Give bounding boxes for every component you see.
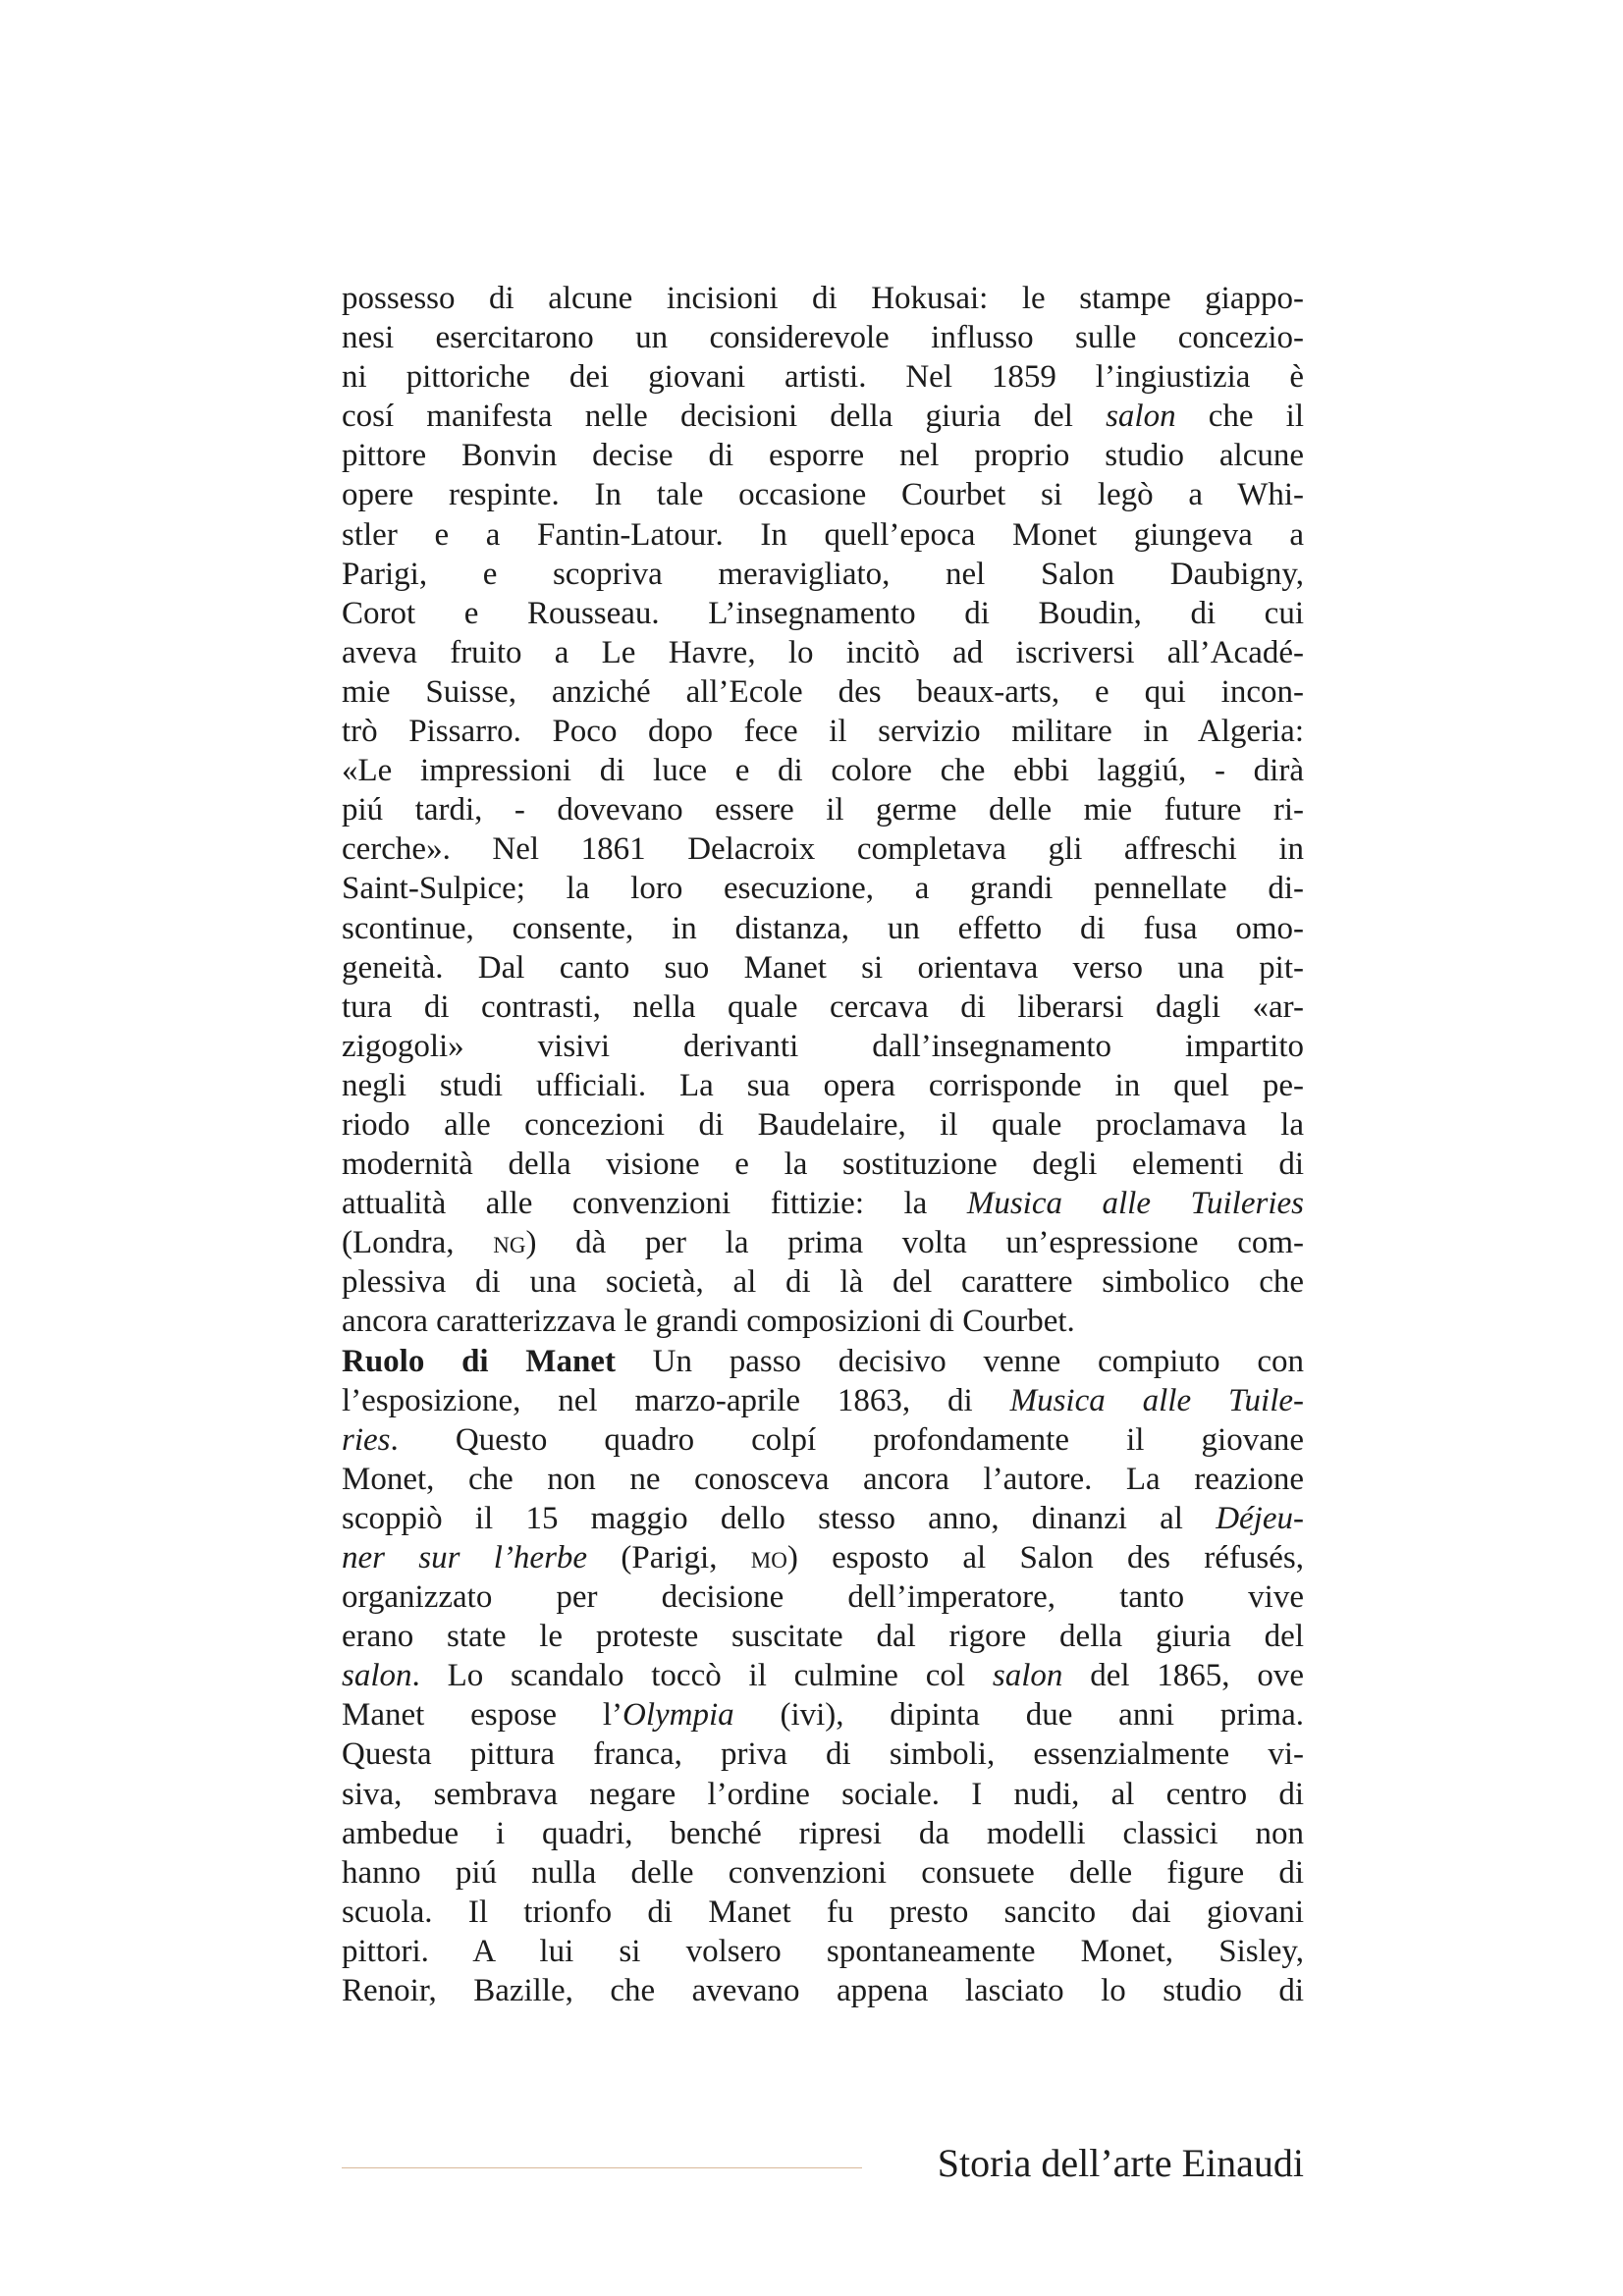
text-line — [342, 1656, 1304, 1695]
footer-title: Storia dell’arte Einaudi — [937, 2141, 1304, 2185]
section-heading: Ruolo di Manet — [342, 1343, 616, 1379]
text-line — [342, 751, 1304, 790]
text-span: trò Pissarro. Poco dopo fece il servizio militare in Algeria: — [342, 714, 1304, 750]
text-line — [342, 869, 1304, 908]
italic-text: salon — [992, 1658, 1063, 1694]
text-line — [342, 1853, 1304, 1893]
italic-text: Musica alle Tuile- — [1009, 1382, 1304, 1418]
text-span: (Parigi, — [587, 1540, 751, 1575]
italic-text: salon — [342, 1658, 412, 1694]
text-span: modernità della visione e la sostituzione degli elementi di — [342, 1147, 1304, 1183]
text-line — [342, 1066, 1304, 1105]
text-line — [342, 1302, 1304, 1341]
text-span: erano state le proteste suscitate dal rigore della giuria del — [342, 1619, 1304, 1655]
text-line — [342, 1735, 1304, 1774]
text-span: pittori. A lui si volsero spontaneamente Monet, Sisley, — [342, 1933, 1304, 1969]
italic-text: ner sur l’herbe — [342, 1540, 588, 1575]
text-line — [342, 1499, 1304, 1538]
text-line — [342, 1538, 1304, 1577]
text-line — [342, 1695, 1304, 1735]
text-span: geneità. Dal canto suo Manet si orientava verso una pit- — [342, 949, 1304, 986]
italic-text: salon — [1106, 399, 1176, 435]
text-span: siva, sembrava negare l’ordine sociale. I nudi, al centro di — [342, 1776, 1304, 1812]
text-line — [342, 948, 1304, 988]
text-line — [342, 279, 1304, 318]
text-span: scontinue, consente, in distanza, un effetto di fusa omo- — [342, 910, 1304, 946]
text-span: attualità alle convenzioni fittizie: la — [342, 1186, 967, 1222]
text-span: piú tardi, - dovevano essere il germe delle mie future ri- — [342, 792, 1304, 828]
text-line — [342, 318, 1304, 357]
text-span: del 1865, ove — [1062, 1658, 1304, 1694]
text-line — [342, 1971, 1304, 2010]
footer-rule — [342, 2167, 862, 2168]
text-line — [342, 1342, 1304, 1381]
text-span: zigogoli» visivi derivanti dall’insegnamento impartito — [342, 1028, 1304, 1064]
text-span: ) esposto al Salon des réfusés, — [786, 1540, 1304, 1575]
text-line — [342, 1105, 1304, 1145]
text-span: opere respinte. In tale occasione Courbet si legò a Whi- — [342, 477, 1304, 513]
italic-text: Déjeu- — [1216, 1500, 1304, 1536]
text-line — [342, 790, 1304, 829]
text-span: Monet, che non ne conosceva ancora l’autore. La reazione — [342, 1461, 1304, 1497]
text-span: ancora caratterizzava le grandi composizioni di Courbet. — [342, 1304, 1075, 1340]
text-line — [342, 712, 1304, 751]
text-span: . Questo quadro colpí profondamente il giovane — [390, 1421, 1304, 1458]
text-line — [342, 1027, 1304, 1066]
text-line — [342, 1814, 1304, 1853]
text-line — [342, 1932, 1304, 1971]
text-span: negli studi ufficiali. La sua opera corrisponde in quel pe- — [342, 1067, 1304, 1103]
text-span: organizzato per decisione dell’imperatore, tanto vive — [342, 1579, 1304, 1616]
text-span: riodo alle concezioni di Baudelaire, il quale proclamava la — [342, 1106, 1304, 1143]
text-span: stler e a Fantin-Latour. In quell’epoca Monet giungeva a — [342, 516, 1304, 553]
italic-text: ries — [342, 1421, 391, 1458]
text-line — [342, 594, 1304, 633]
text-span: plessiva di una società, al di là del carattere simbolico che — [342, 1264, 1304, 1301]
text-span: «Le impressioni di luce e di colore che ebbi laggiú, - dirà — [342, 753, 1304, 789]
text-span: che il — [1175, 399, 1304, 435]
text-span: ambedue i quadri, benché ripresi da modelli classici non — [342, 1815, 1304, 1851]
text-line — [342, 1262, 1304, 1302]
text-span: ni pittoriche dei giovani artisti. Nel 1859 l’ingiustizia è — [342, 359, 1304, 396]
text-span: (ivi), dipinta due anni prima. — [733, 1697, 1304, 1734]
text-span: Manet espose l’ — [342, 1697, 623, 1734]
text-span: Questa pittura franca, priva di simboli, essenzialmente vi- — [342, 1736, 1304, 1773]
text-line — [342, 909, 1304, 948]
text-line — [342, 357, 1304, 397]
text-span: Un passo decisivo venne compiuto con — [615, 1343, 1304, 1379]
italic-text: Olympia — [622, 1697, 734, 1734]
text-span: Saint-Sulpice; la loro esecuzione, a grandi pennellate di- — [342, 871, 1304, 907]
text-line — [342, 555, 1304, 594]
text-line — [342, 475, 1304, 514]
text-span: Corot e Rousseau. L’insegnamento di Boudin, di cui — [342, 595, 1304, 631]
text-span: ) dà per la prima volta un’espressione com- — [525, 1225, 1304, 1261]
text-span: l’esposizione, nel marzo-aprile 1863, di — [342, 1382, 1010, 1418]
text-line — [342, 436, 1304, 475]
text-span: tura di contrasti, nella quale cercava di liberarsi dagli «ar- — [342, 988, 1304, 1025]
small-caps-abbrev: ng — [493, 1225, 526, 1261]
text-line — [342, 1893, 1304, 1932]
italic-text: Musica alle Tuileries — [966, 1186, 1304, 1222]
text-span: scuola. Il trionfo di Manet fu presto sancito dai giovani — [342, 1894, 1304, 1930]
text-span: cosí manifesta nelle decisioni della giuria del — [342, 399, 1107, 435]
text-line — [342, 1617, 1304, 1656]
text-span: (Londra, — [342, 1225, 494, 1261]
text-line — [342, 829, 1304, 869]
text-span: pittore Bonvin decise di esporre nel proprio studio alcune — [342, 438, 1304, 474]
text-span: hanno piú nulla delle convenzioni consuete delle figure di — [342, 1854, 1304, 1891]
text-span: scoppiò il 15 maggio dello stesso anno, dinanzi al — [342, 1500, 1217, 1536]
text-line — [342, 672, 1304, 712]
text-line — [342, 633, 1304, 672]
text-span: Parigi, e scopriva meravigliato, nel Salon Daubigny, — [342, 556, 1304, 592]
text-span: Renoir, Bazille, che avevano appena lasciato lo studio di — [342, 1973, 1304, 2009]
text-span: cerche». Nel 1861 Delacroix completava gli affreschi in — [342, 831, 1304, 868]
text-line — [342, 1577, 1304, 1617]
text-span: nesi esercitarono un considerevole influsso sulle concezio- — [342, 320, 1304, 356]
text-line — [342, 988, 1304, 1027]
text-span: aveva fruito a Le Havre, lo incitò ad iscriversi all’Acadé- — [342, 634, 1304, 670]
text-line — [342, 1420, 1304, 1460]
small-caps-abbrev: mo — [750, 1540, 787, 1575]
body-text — [342, 279, 1304, 2010]
text-line — [342, 1223, 1304, 1262]
text-span: mie Suisse, anziché all’Ecole des beaux-arts, e qui incon- — [342, 673, 1304, 710]
text-line — [342, 1145, 1304, 1184]
text-line — [342, 1381, 1304, 1420]
text-line — [342, 1184, 1304, 1223]
text-line — [342, 515, 1304, 555]
text-span: . Lo scandalo toccò il culmine col — [411, 1658, 993, 1694]
text-line — [342, 1460, 1304, 1499]
text-span: possesso di alcune incisioni di Hokusai: le stampe giappo- — [342, 281, 1304, 316]
text-line — [342, 397, 1304, 436]
text-line — [342, 1775, 1304, 1814]
